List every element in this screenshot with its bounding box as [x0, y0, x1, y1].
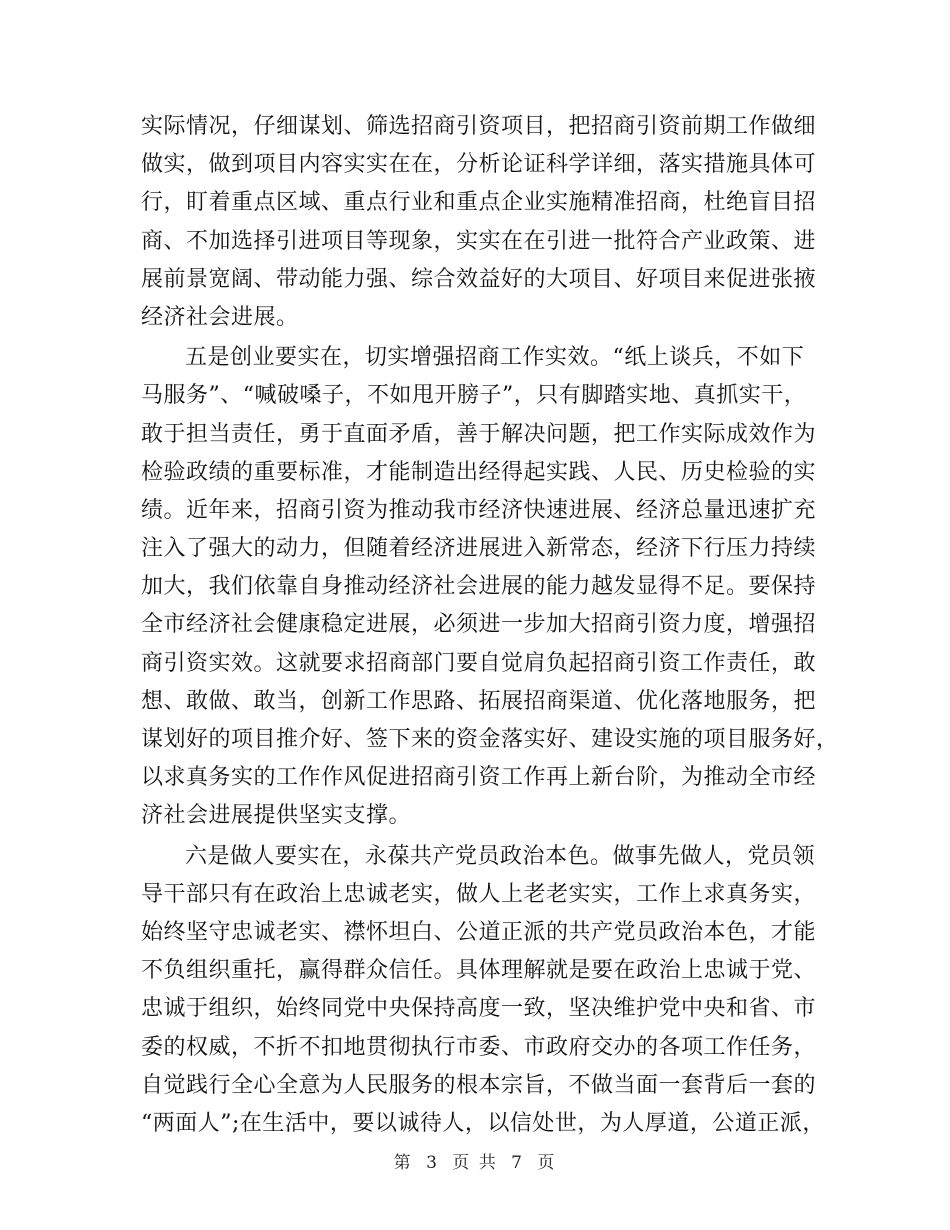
text-line: 导干部只有在政治上忠诚老实，做人上老老实实，工作上求真务实， — [141, 881, 817, 907]
text-line: 商、不加选择引进项目等现象，实实在在引进一批符合产业政策、进 — [141, 228, 817, 254]
text-line: 做实，做到项目内容实实在在，分析论证科学详细，落实措施具体可 — [141, 152, 817, 178]
text-line: 济社会进展提供坚实支撑。 — [141, 803, 412, 829]
text-line: 五是创业要实在，切实增强招商工作实效。“纸上谈兵，不如下 — [185, 345, 805, 371]
paragraph-3 — [141, 838, 825, 1144]
text-line: 谋划好的项目推介好、签下来的资金落实好、建设实施的项目服务好， — [141, 727, 839, 752]
footer-middle: 页 共 — [452, 1153, 498, 1173]
text-line: 委的权威，不折不扣地贯彻执行市委、市政府交办的各项工作任务， — [141, 1034, 817, 1060]
text-line: 想、敢做、敢当，创新工作思路、拓展招商渠道、优化落地服务，把 — [141, 688, 817, 714]
text-line: 不负组织重托，赢得群众信任。具体理解就是要在政治上忠诚于党、 — [141, 958, 817, 984]
text-line: 加大，我们依靠自身推动经济社会进展的能力越发显得不足。要保持 — [141, 574, 817, 600]
paragraph-2 — [141, 339, 839, 835]
total-page-number: 7 — [511, 1153, 524, 1173]
text-line: 绩。近年来，招商引资为推动我市经济快速进展、经济总量迅速扩充 — [141, 497, 817, 523]
current-page-number: 3 — [426, 1153, 439, 1173]
paragraph-1 — [141, 108, 821, 337]
body-text — [141, 108, 839, 1143]
page-footer — [0, 1148, 950, 1173]
footer-suffix: 页 — [537, 1153, 557, 1173]
text-line: 马服务”、“喊破嗓子，不如甩开膀子”，只有脚踏实地、真抓实干， — [141, 383, 807, 409]
text-line: 经济社会进展。 — [141, 304, 299, 330]
text-line: 始终坚守忠诚老实、襟怀坦白、公道正派的共产党员政治本色，才能 — [141, 919, 817, 945]
footer-prefix: 第 — [393, 1153, 413, 1173]
text-line: 六是做人要实在，永葆共产党员政治本色。做事先做人，党员领 — [185, 843, 816, 869]
text-line: 展前景宽阔、带动能力强、综合效益好的大项目、好项目来促进张掖 — [141, 266, 817, 292]
text-line: 忠诚于组织，始终同党中央保持高度一致，坚决维护党中央和省、市 — [141, 996, 817, 1022]
text-line: 自觉践行全心全意为人民服务的根本宗旨，不做当面一套背后一套的 — [141, 1072, 817, 1098]
text-line: 敢于担当责任，勇于直面矛盾，善于解决问题，把工作实际成效作为 — [141, 421, 817, 447]
text-line: 注入了强大的动力，但随着经济进展进入新常态，经济下行压力持续 — [141, 536, 817, 562]
text-line: 实际情况，仔细谋划、筛选招商引资项目，把招商引资前期工作做细 — [141, 114, 817, 139]
text-line: 商引资实效。这就要求招商部门要自觉肩负起招商引资工作责任，敢 — [141, 650, 817, 676]
text-line: “两面人”;在生活中，要以诚待人，以信处世，为人厚道，公道正派， — [141, 1110, 825, 1136]
text-line: 全市经济社会健康稳定进展，必须进一步加大招商引资力度，增强招 — [141, 612, 817, 638]
text-line: 以求真务实的工作作风促进招商引资工作再上新台阶，为推动全市经 — [141, 765, 817, 791]
text-line: 检验政绩的重要标准，才能制造出经得起实践、人民、历史检验的实 — [141, 459, 817, 485]
text-line: 行，盯着重点区域、重点行业和重点企业实施精准招商，杜绝盲目招 — [141, 190, 817, 216]
